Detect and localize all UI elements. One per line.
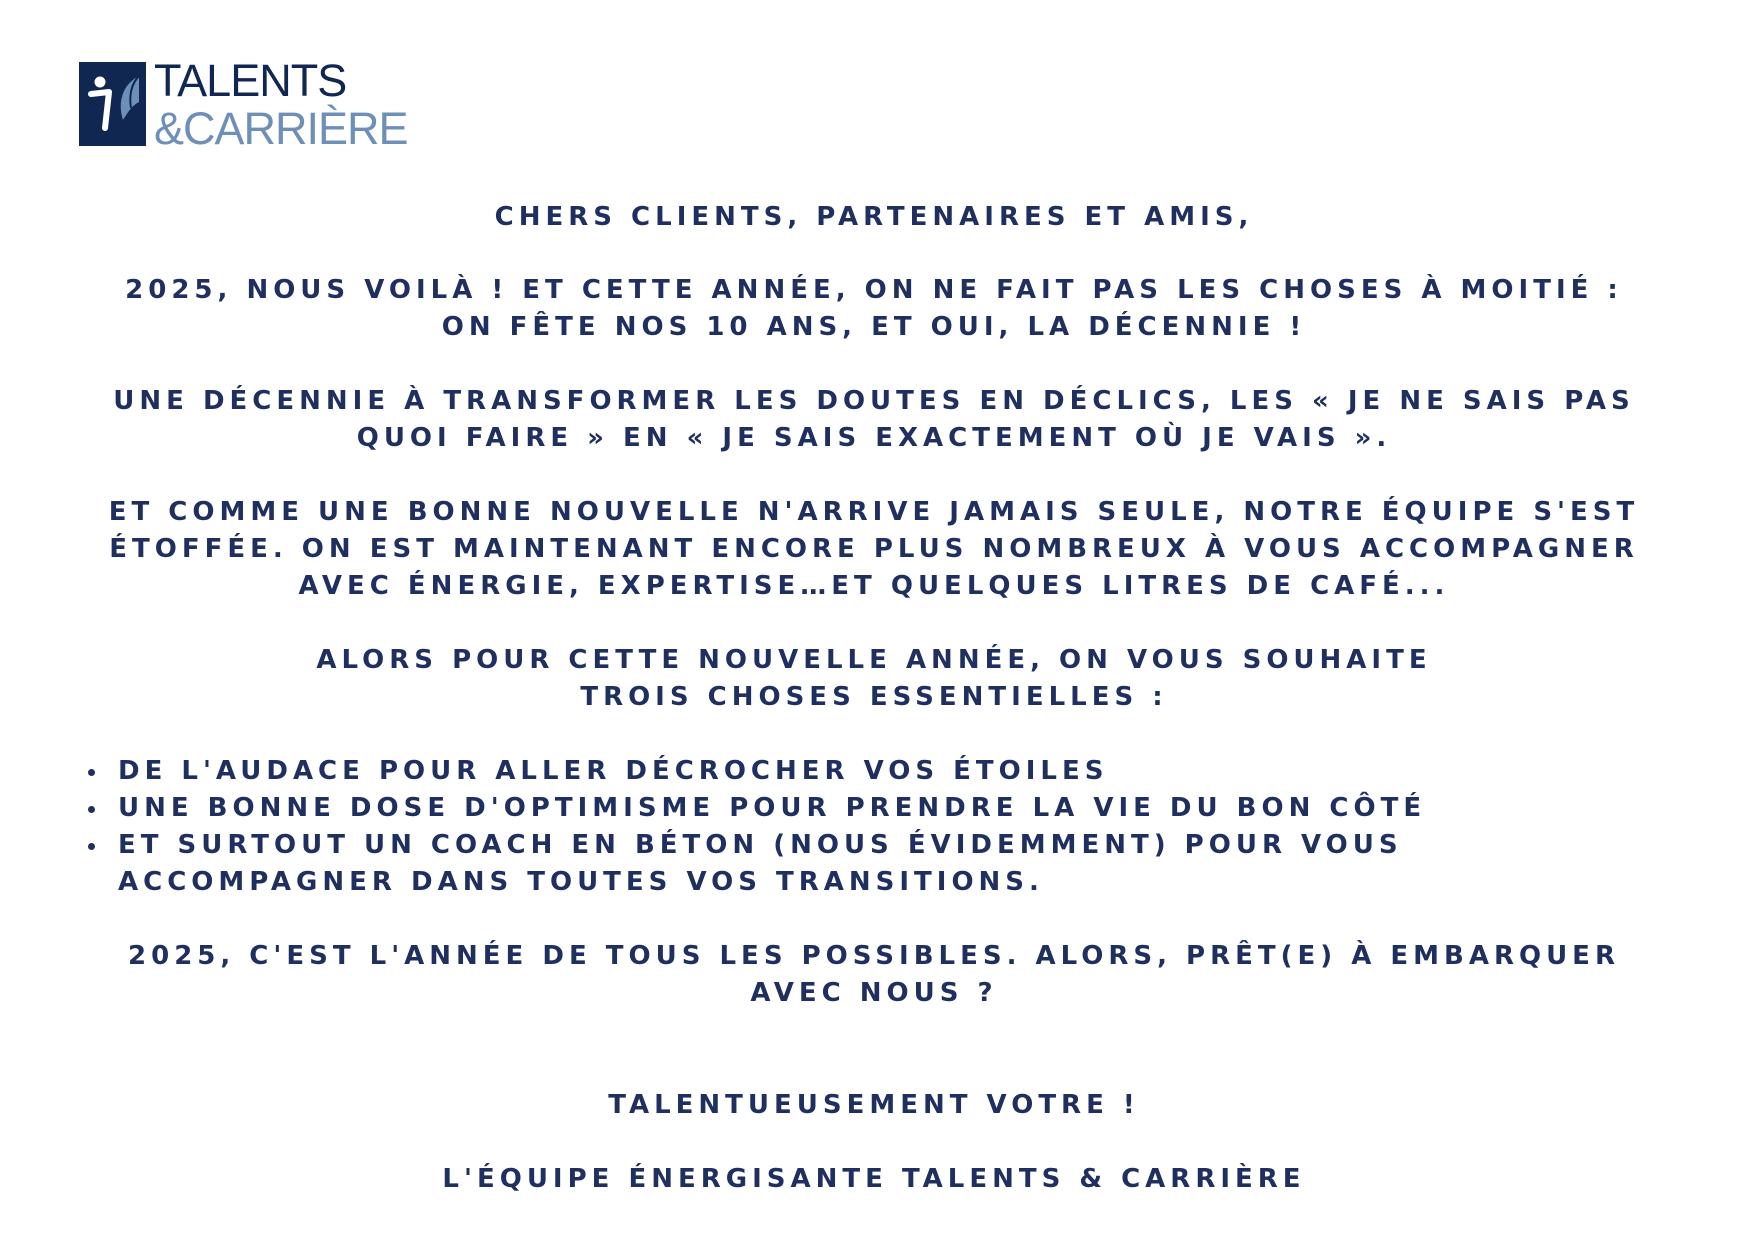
wishes-intro: [0, 642, 1748, 716]
signoff-line: TALENTUEUSEMENT VOTRE !: [608, 1090, 1140, 1120]
wishes-intro-line: TROIS CHOSES ESSENTIELLES :: [580, 682, 1168, 712]
decade-paragraph: [0, 383, 1748, 457]
wish-line: DE L'AUDACE POUR ALLER DÉCROCHER VOS ÉTOILES: [118, 756, 1109, 786]
bullet-icon: [88, 806, 95, 813]
person-figure-icon: [79, 62, 146, 146]
wish-line: ET SURTOUT UN COACH EN BÉTON (NOUS ÉVIDEMMENT) POUR VOUS: [118, 830, 1403, 860]
greeting-line: CHERS CLIENTS, PARTENAIRES ET AMIS,: [494, 202, 1254, 232]
signature: [0, 1161, 1748, 1198]
list-item: [82, 790, 1426, 827]
signature-line: L'ÉQUIPE ÉNERGISANTE TALENTS & CARRIÈRE: [442, 1164, 1306, 1194]
list-item: [82, 827, 1426, 901]
team-paragraph: [0, 494, 1748, 605]
list-item: [82, 753, 1426, 790]
team-line: AVEC ÉNERGIE, EXPERTISE…ET QUELQUES LITRES DE CAFÉ...: [298, 571, 1450, 601]
bullet-icon: [88, 769, 95, 776]
closing-line: 2025, C'EST L'ANNÉE DE TOUS LES POSSIBLES. ALORS, PRÊT(E) À EMBARQUER: [128, 941, 1620, 971]
intro-paragraph: [0, 272, 1748, 346]
company-logo: [79, 55, 408, 154]
intro-line: ON FÊTE NOS 10 ANS, ET OUI, LA DÉCENNIE !: [441, 312, 1307, 342]
bullet-icon: [88, 843, 95, 850]
team-line: ÉTOFFÉE. ON EST MAINTENANT ENCORE PLUS NOMBREUX À VOUS ACCOMPAGNER: [109, 534, 1639, 564]
wish-line: ACCOMPAGNER DANS TOUTES VOS TRANSITIONS.: [118, 867, 1044, 897]
team-line: ET COMME UNE BONNE NOUVELLE N'ARRIVE JAMAIS SEULE, NOTRE ÉQUIPE S'EST: [108, 497, 1640, 527]
closing-paragraph: [0, 938, 1748, 1012]
intro-line: 2025, NOUS VOILÀ ! ET CETTE ANNÉE, ON NE FAIT PAS LES CHOSES À MOITIÉ :: [125, 275, 1623, 305]
logo-wordmark: [154, 55, 408, 154]
decade-line: QUOI FAIRE » EN « JE SAIS EXACTEMENT OÙ JE VAIS ».: [356, 423, 1392, 453]
closing-line: AVEC NOUS ?: [750, 978, 998, 1008]
logo-line-talents: TALENTS: [154, 55, 347, 106]
decade-line: UNE DÉCENNIE À TRANSFORMER LES DOUTES EN DÉCLICS, LES « JE NE SAIS PAS: [113, 386, 1635, 416]
greeting: [0, 199, 1748, 236]
wish-list: [82, 753, 1426, 901]
logo-line-carriere: &CARRIÈRE: [154, 103, 408, 154]
signoff: [0, 1087, 1748, 1124]
wishes-intro-line: ALORS POUR CETTE NOUVELLE ANNÉE, ON VOUS SOUHAITE: [316, 645, 1432, 675]
wish-line: UNE BONNE DOSE D'OPTIMISME POUR PRENDRE LA VIE DU BON CÔTÉ: [118, 793, 1427, 823]
